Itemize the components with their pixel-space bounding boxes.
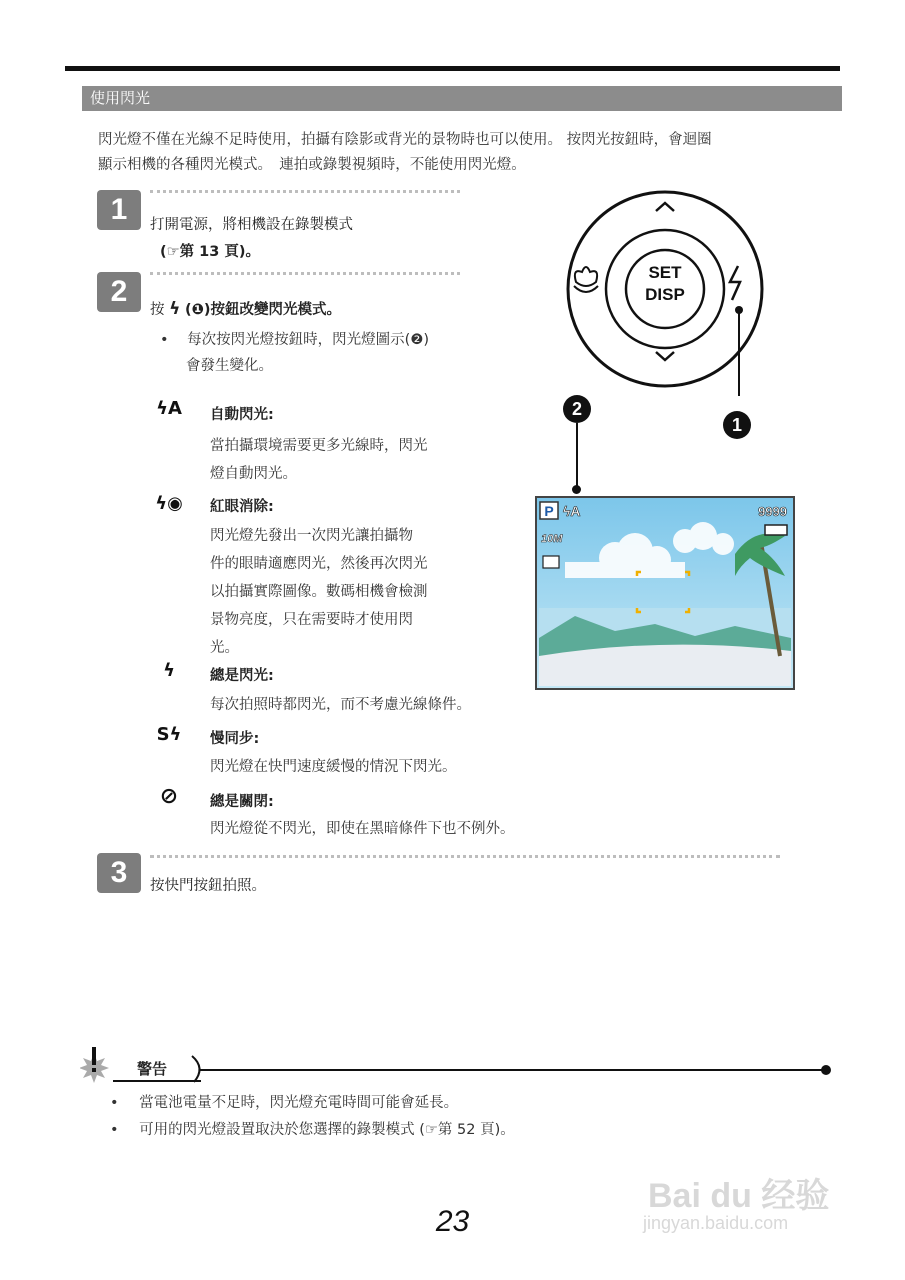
dial-set-label: SET bbox=[648, 263, 682, 282]
quality-icon bbox=[543, 556, 559, 568]
step-3-badge: 3 bbox=[97, 853, 141, 893]
camera-dial bbox=[560, 186, 770, 396]
warning-rule-dot bbox=[821, 1065, 831, 1075]
step-2-badge: 2 bbox=[97, 272, 141, 312]
step-3-divider bbox=[150, 855, 780, 858]
mode-auto-desc: 當拍攝環境需要更多光線時，閃光 燈自動閃光。 bbox=[210, 438, 428, 482]
section-title: 使用閃光 bbox=[82, 86, 842, 111]
mode-on-desc: 每次拍照時都閃光，而不考慮光線條件。 bbox=[210, 697, 471, 713]
battery-icon bbox=[765, 525, 787, 535]
flash-slow-sync-icon: Sϟ bbox=[156, 724, 182, 745]
lcd-flash-label: ϟA bbox=[563, 503, 581, 519]
mode-auto-name: 自動閃光: bbox=[210, 407, 274, 423]
mode-redeye-desc: 閃光燈先發出一次閃光讓拍攝物 件的眼睛適應閃光，然後再次閃光 以拍攝實際圖像。數碼相機會檢測 景物亮度，只在需要時才使用閃 光。 bbox=[210, 528, 428, 656]
mode-off-name: 總是關閉: bbox=[210, 794, 274, 810]
mode-slow-name: 慢同步: bbox=[210, 731, 260, 747]
mode-slow-desc: 閃光燈在快門速度緩慢的情況下閃光。 bbox=[210, 759, 457, 775]
bullet-dot-icon: • bbox=[110, 1095, 119, 1111]
mode-redeye-name: 紅眼消除: bbox=[210, 499, 274, 515]
callout-1: 1 bbox=[723, 411, 751, 439]
intro-text: 閃光燈不僅在光線不足時使用，拍攝有陰影或背光的景物時也可以使用。 按閃光按鈕時，會迴圈 顯示相機的各種閃光模式。 連拍或錄製視頻時，不能使用閃光燈。 bbox=[98, 132, 712, 173]
warning-burst-icon bbox=[80, 1045, 120, 1085]
watermark-url: jingyan.baidu.com bbox=[643, 1213, 789, 1233]
mode-off-desc: 閃光燈從不閃光，即使在黑暗條件下也不例外。 bbox=[210, 821, 515, 837]
bullet-dot-icon: • bbox=[160, 332, 169, 348]
flash-off-icon: ⊘ bbox=[159, 784, 179, 809]
step-2-bullet-cont: 會發生變化。 bbox=[186, 358, 273, 374]
top-rule bbox=[65, 66, 840, 71]
dial-disp-label: DISP bbox=[645, 285, 685, 304]
lcd-count-label: 9999 bbox=[758, 504, 787, 519]
lcd-mode-label: P bbox=[544, 503, 554, 519]
warning-item-2: • 可用的閃光燈設置取決於您選擇的錄製模式 (☞第 52 頁)。 bbox=[110, 1122, 515, 1138]
flash-auto-icon: ϟA bbox=[156, 398, 182, 419]
step-1-text: 打開電源，將相機設在錄製模式 bbox=[150, 217, 353, 233]
lcd-preview bbox=[535, 496, 797, 692]
step-2-divider bbox=[150, 272, 460, 275]
callout-2-leader bbox=[576, 423, 578, 488]
watermark-logo: Bai du 经验 bbox=[648, 1177, 830, 1215]
flash-icon: ϟ bbox=[169, 299, 181, 319]
flash-on-icon: ϟ bbox=[163, 660, 175, 681]
lcd-size-label: 10M bbox=[541, 533, 563, 545]
warning-rule bbox=[200, 1069, 825, 1071]
step-1-ref: (☞第 13 頁)。 bbox=[160, 244, 261, 260]
callout-2: 2 bbox=[563, 395, 591, 423]
step-1-divider bbox=[150, 190, 460, 193]
page-number: 23 bbox=[435, 1205, 470, 1238]
warning-underline bbox=[113, 1080, 201, 1082]
step-2-text: 按 ϟ (❶)按鈕改變閃光模式。 bbox=[150, 299, 341, 319]
warning-item-1: • 當電池電量不足時，閃光燈充電時間可能會延長。 bbox=[110, 1095, 459, 1111]
step-2-bullet: • 每次按閃光燈按鈕時，閃光燈圖示(❷) bbox=[160, 332, 429, 348]
warning-title: 警告 bbox=[137, 1060, 168, 1078]
flash-redeye-icon: ϟ◉ bbox=[155, 493, 183, 514]
callout-2-dot bbox=[572, 485, 581, 494]
step-3-text: 按快門按鈕拍照。 bbox=[150, 878, 266, 894]
step-1-badge: 1 bbox=[97, 190, 141, 230]
mode-on-name: 總是閃光: bbox=[210, 668, 274, 684]
bullet-dot-icon: • bbox=[110, 1122, 119, 1138]
